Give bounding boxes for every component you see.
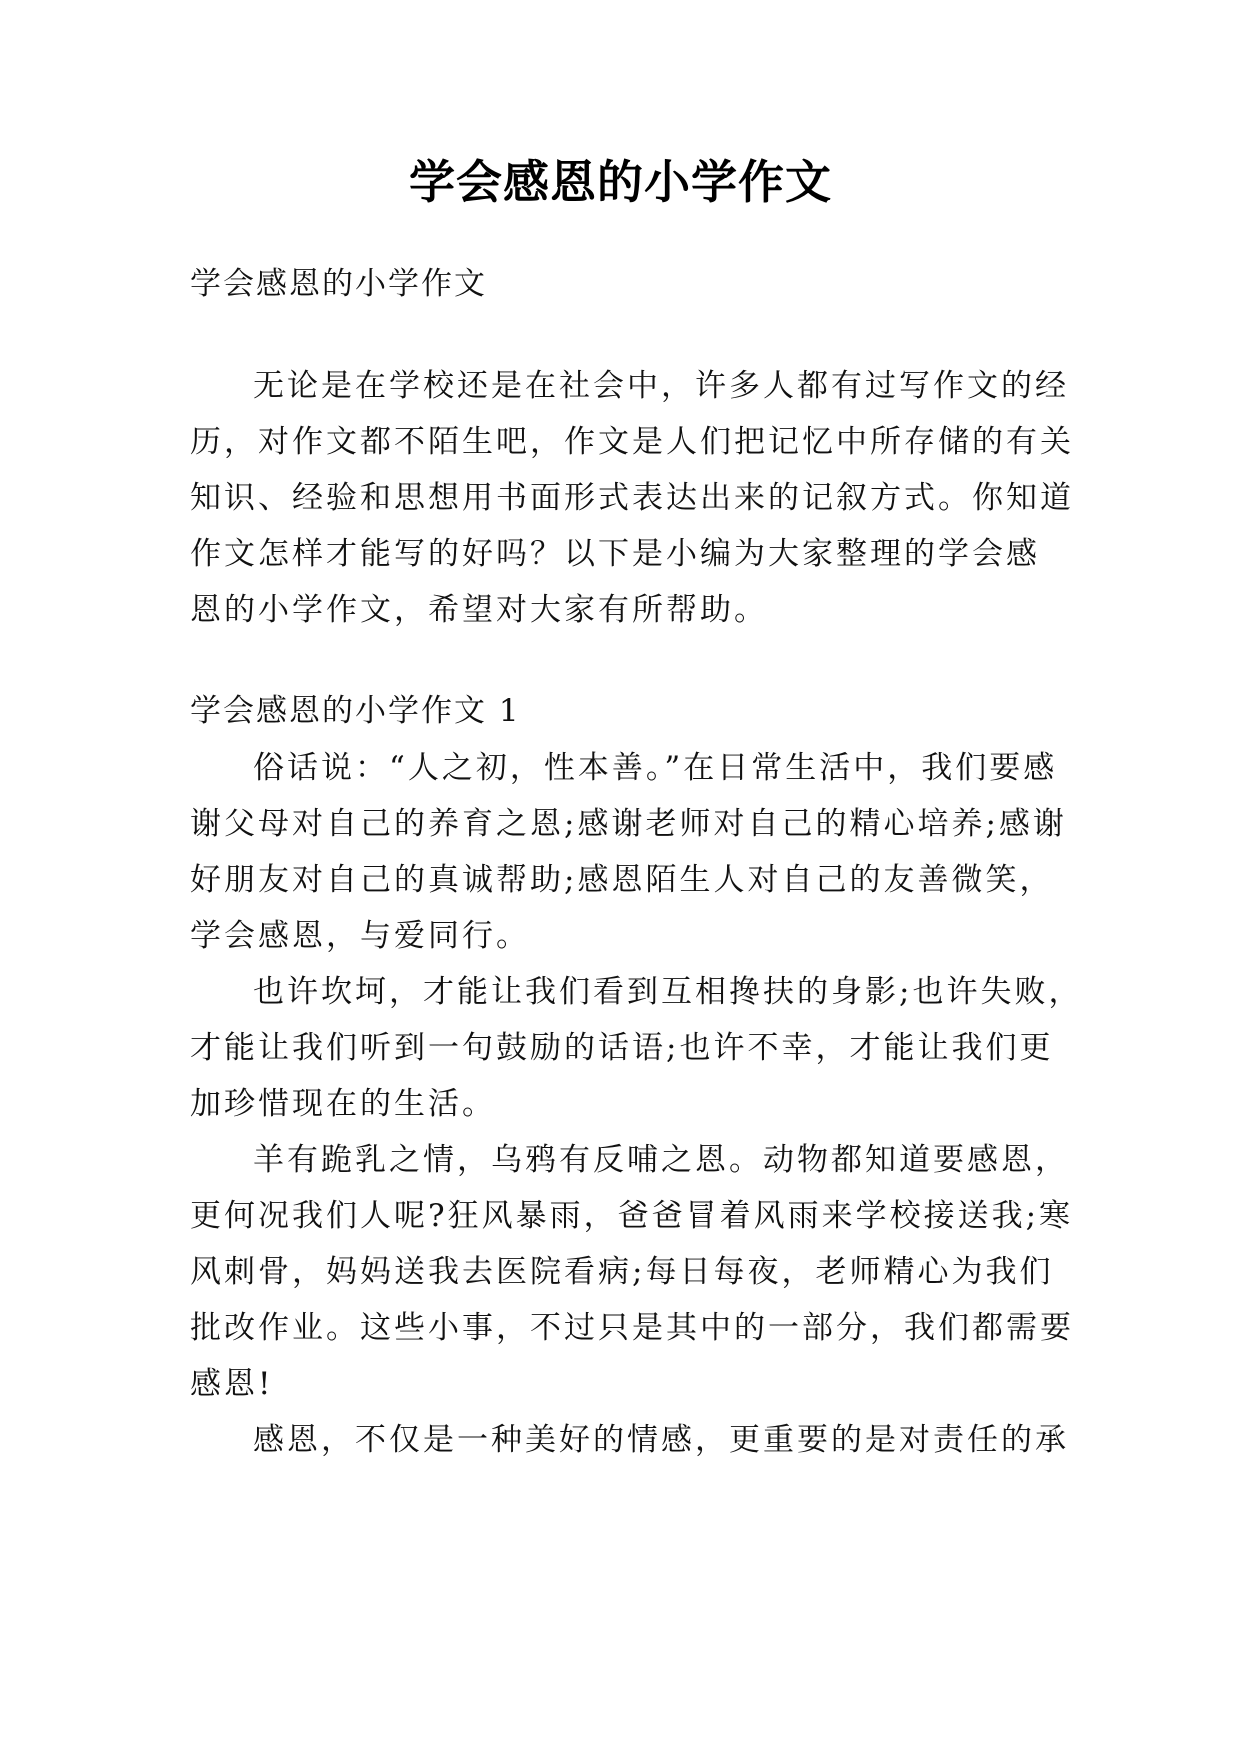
body-line: 才能让我们听到一句鼓励的话语;也许不幸，才能让我们更 xyxy=(190,1030,1054,1066)
intro-line: 知识、经验和思想用书面形式表达出来的记叙方式。你知道 xyxy=(190,480,1074,516)
intro-line: 无论是在学校还是在社会中，许多人都有过写作文的经 xyxy=(253,368,1069,404)
section-heading: 学会感恩的小学作文 1 xyxy=(190,693,521,729)
body-line: 好朋友对自己的真诚帮助;感恩陌生人对自己的友善微笑， xyxy=(190,862,1054,898)
body-line: 加珍惜现在的生活。 xyxy=(190,1086,496,1122)
body-line: 羊有跪乳之情，乌鸦有反哺之恩。动物都知道要感恩， xyxy=(253,1142,1069,1178)
body-line: 学会感恩，与爱同行。 xyxy=(190,918,530,954)
body-line: 感恩，不仅是一种美好的情感，更重要的是对责任的承 xyxy=(253,1422,1069,1458)
intro-line: 作文怎样才能写的好吗？以下是小编为大家整理的学会感 xyxy=(190,536,1040,572)
body-line: 更何况我们人呢?狂风暴雨，爸爸冒着风雨来学校接送我;寒 xyxy=(190,1198,1074,1234)
document-subtitle: 学会感恩的小学作文 xyxy=(190,266,487,302)
body-line: 感恩! xyxy=(190,1366,274,1402)
body-line: 批改作业。这些小事，不过只是其中的一部分，我们都需要 xyxy=(190,1310,1074,1346)
body-line: 谢父母对自己的养育之恩;感谢老师对自己的精心培养;感谢 xyxy=(190,806,1067,842)
body-line: 俗话说：“人之初，性本善。”在日常生活中，我们要感 xyxy=(253,750,1058,786)
document-title: 学会感恩的小学作文 xyxy=(409,155,832,209)
body-line: 风刺骨，妈妈送我去医院看病;每日每夜，老师精心为我们 xyxy=(190,1254,1054,1290)
intro-line: 历，对作文都不陌生吧，作文是人们把记忆中所存储的有关 xyxy=(190,424,1074,460)
intro-line: 恩的小学作文，希望对大家有所帮助。 xyxy=(190,592,768,628)
body-line: 也许坎坷，才能让我们看到互相搀扶的身影;也许失败， xyxy=(253,974,1083,1010)
